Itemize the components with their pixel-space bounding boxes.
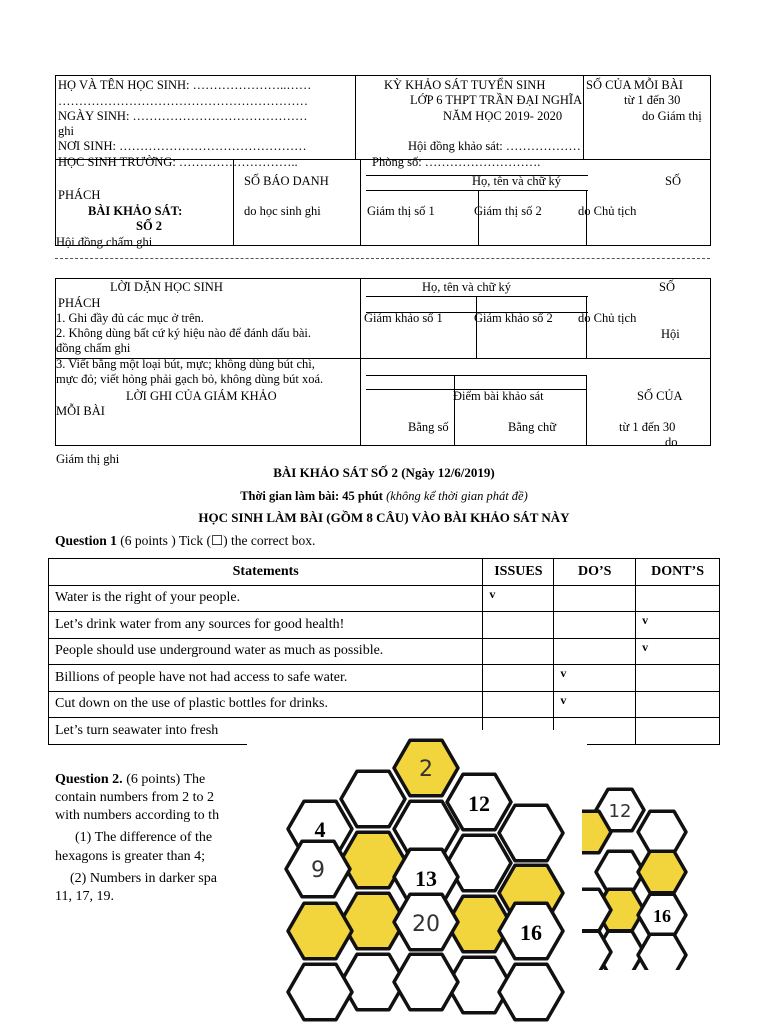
- exam-time-bold: Thời gian làm bài: 45 phút: [240, 489, 383, 503]
- donts-checkbox[interactable]: v: [636, 638, 720, 665]
- table-header-row: [49, 559, 720, 586]
- lower-divider-1: [360, 278, 361, 446]
- hexagon-cell-side: [638, 811, 686, 853]
- dob-field: NGÀY SINH: ……………………………………: [58, 109, 308, 123]
- rule-2: 2. Không dùng bất cứ ký hiệu nào để đánh dấu bài.: [56, 326, 311, 340]
- lower-sig-line: [366, 296, 588, 297]
- diem-bai: Điểm bài khảo sát: [453, 389, 544, 403]
- phach-label-2: PHÁCH: [58, 296, 101, 310]
- school-field: HỌC SINH TRƯỜNG: ………………………..: [58, 155, 298, 169]
- giam-thi-2: Giám thị số 2: [474, 204, 542, 218]
- statement-cell: Let’s drink water from any sources for good health!: [49, 612, 483, 639]
- table-row: [49, 691, 720, 718]
- donts-checkbox[interactable]: [636, 718, 720, 745]
- dos-checkbox[interactable]: [554, 612, 636, 639]
- statement-cell: Cut down on the use of plastic bottles for drinks.: [49, 691, 483, 718]
- hexagon-cell: [288, 964, 352, 1019]
- cut-line: [55, 258, 710, 259]
- question1-text: (6 points ) Tick (☐) the correct box.: [120, 533, 316, 548]
- bang-chu: Bằng chữ: [508, 420, 557, 434]
- exam-title-2: LỚP 6 THPT TRẦN ĐẠI NGHĨA: [410, 93, 583, 107]
- so-2: SỐ 2: [136, 219, 163, 233]
- table-row: [49, 665, 720, 692]
- lower-do: do: [665, 435, 678, 449]
- issues-checkbox[interactable]: [483, 691, 554, 718]
- rule-3: 3. Viết bằng một loại bút, mực; không dùng bút chì,: [56, 357, 315, 371]
- question2-line3: with numbers according to th: [55, 808, 220, 823]
- student-name-field: HỌ VÀ TÊN HỌC SINH: …………………..……: [58, 78, 312, 92]
- hex-number-20: 20: [412, 912, 440, 937]
- header-statements: Statements: [49, 559, 483, 586]
- giam-thi-1: Giám thị số 1: [367, 204, 435, 218]
- hexagon-cell-side: [638, 934, 686, 970]
- donts-checkbox[interactable]: [636, 691, 720, 718]
- statement-cell: Water is the right of your people.: [49, 585, 483, 612]
- hex-number-9: 9: [311, 858, 325, 883]
- student-name-dots: ……………………………………………………: [58, 94, 308, 108]
- header-divider-3: [233, 159, 234, 246]
- hexagon-cell: [499, 805, 563, 860]
- question2-line1: [55, 772, 205, 788]
- issues-checkbox[interactable]: [483, 638, 554, 665]
- exam-title: BÀI KHẢO SÁT SỐ 2 (Ngày 12/6/2019): [273, 465, 495, 480]
- ho-ten-chu-ky: Họ, tên và chữ ký: [472, 174, 562, 188]
- hexagon-cell: [499, 964, 563, 1019]
- question2-line5: hexagons is greater than 4;: [55, 849, 206, 864]
- dos-checkbox[interactable]: [554, 638, 636, 665]
- question2-label: Question 2.: [55, 772, 123, 787]
- table-row: [49, 612, 720, 639]
- exam-title-1: KỲ KHẢO SÁT TUYỂN SINH: [384, 78, 546, 92]
- dos-checkbox[interactable]: v: [554, 665, 636, 692]
- question2-line1-rest: (6 points) The: [126, 772, 206, 787]
- lower-tu-1-den-30: từ 1 đến 30: [619, 420, 676, 434]
- statement-cell: Let’s turn seawater into fresh: [49, 718, 483, 745]
- issues-checkbox[interactable]: [483, 665, 554, 692]
- table-row: [49, 638, 720, 665]
- giam-thi-ghi: Giám thị ghi: [56, 452, 120, 466]
- lower-so: SỐ: [659, 280, 675, 294]
- header-sig-line-2: [366, 190, 588, 191]
- hex-number-12: 12: [468, 791, 490, 816]
- do-chu-tich: do Chủ tịch: [578, 204, 637, 218]
- statement-cell: People should use underground water as much as possible.: [49, 638, 483, 665]
- question1-prompt: [55, 533, 315, 549]
- pob-field: NƠI SINH: ………………………………………: [58, 139, 307, 153]
- issues-checkbox[interactable]: v: [483, 585, 554, 612]
- hexagon-cell-side: [638, 851, 686, 893]
- question2-line2: contain numbers from 2 to 2: [55, 790, 215, 805]
- header-donts: DONT’S: [636, 559, 720, 586]
- dos-checkbox[interactable]: [554, 585, 636, 612]
- hoi-label: Hội: [661, 327, 680, 341]
- giam-khao-1: Giám khảo số 1: [364, 311, 443, 325]
- exam-year: NĂM HỌC 2019- 2020: [443, 109, 563, 123]
- question2-line6: (2) Numbers in darker spa: [70, 871, 217, 886]
- so-bao-danh: SỐ BÁO DANH: [244, 174, 329, 188]
- question2-line4: (1) The difference of the: [75, 830, 213, 845]
- donts-checkbox[interactable]: v: [636, 612, 720, 639]
- issues-checkbox[interactable]: [483, 612, 554, 639]
- question1-label: Question 1: [55, 533, 117, 548]
- exam-instruction: HỌC SINH LÀM BÀI (GỒM 8 CÂU) VÀO BÀI KHẢO SÁT NÀY: [198, 510, 570, 525]
- side-number-12: 12: [608, 801, 632, 822]
- so-cua: SỐ CỦA: [637, 389, 683, 403]
- giam-khao-2: Giám khảo số 2: [474, 311, 553, 325]
- room-field: Phòng số: ……………………….: [372, 155, 541, 169]
- question1-table: [48, 558, 720, 745]
- exam-time: [0, 489, 768, 503]
- dos-checkbox[interactable]: v: [554, 691, 636, 718]
- council-field: Hội đồng khảo sát: ………………: [408, 139, 581, 153]
- question2-line7: 11, 17, 19.: [55, 889, 114, 904]
- loi-dan-hoc-sinh: LỜI DẶN HỌC SINH: [110, 280, 223, 294]
- header-issues: ISSUES: [483, 559, 554, 586]
- lower-ho-ten: Họ, tên và chữ ký: [422, 280, 512, 294]
- header-dos: DO’S: [554, 559, 636, 586]
- bang-so: Bằng số: [408, 420, 449, 434]
- hex-number-2: 2: [419, 757, 433, 782]
- do-giam-thi: do Giám thị: [642, 109, 702, 123]
- header-divider-4: [360, 159, 361, 246]
- hexagon-cell: [341, 771, 405, 826]
- lower-divider-3: [586, 296, 587, 358]
- hex-grid-side: [582, 789, 686, 970]
- hexagon-cell: [394, 954, 458, 1009]
- rule-3b: mực đỏ; viết hỏng phải gạch bỏ, không dùng bút xoá.: [56, 372, 324, 386]
- rule-1: 1. Ghi đầy đủ các mục ở trên.: [56, 311, 204, 325]
- loi-ghi-giam-khao: LỜI GHI CỦA GIÁM KHẢO: [126, 389, 277, 403]
- rule-2b: đồng chấm ghi: [56, 341, 131, 355]
- hex-number-16: 16: [520, 920, 542, 945]
- ghi-text: ghi: [58, 124, 74, 138]
- honeycomb-side: [582, 770, 722, 970]
- hoi-dong-cham-ghi: Hội đồng chấm ghi: [56, 235, 153, 249]
- hexagon-cell: [288, 903, 352, 958]
- hex-number-13: 13: [415, 866, 437, 891]
- lower-divider-4: [454, 375, 455, 446]
- bai-khao-sat: BÀI KHẢO SÁT:: [88, 204, 183, 218]
- hex-number-4: 4: [314, 817, 326, 842]
- honeycomb-puzzle: [247, 730, 587, 1024]
- lower-divider-2: [476, 296, 477, 358]
- header-divider-2: [583, 75, 584, 159]
- so-label: SỐ: [665, 174, 681, 188]
- tu-1-den-30: từ 1 đến 30: [624, 93, 681, 107]
- statement-cell: Billions of people have not had access to safe water.: [49, 665, 483, 692]
- lower-do-chu-tich: do Chủ tịch: [578, 311, 637, 325]
- moi-bai: MỖI BÀI: [56, 404, 105, 418]
- donts-checkbox[interactable]: [636, 665, 720, 692]
- lower-score-line: [366, 375, 586, 376]
- exam-time-note: (không kể thời gian phát đề): [386, 489, 528, 503]
- header-divider-1: [355, 75, 356, 159]
- donts-checkbox[interactable]: [636, 585, 720, 612]
- phach-label: PHÁCH: [58, 188, 101, 202]
- do-hoc-sinh-ghi: do học sinh ghi: [244, 204, 321, 218]
- lower-divider-5: [586, 375, 587, 446]
- so-cua-moi-bai: SỐ CỦA MỖI BÀI: [586, 78, 683, 92]
- side-number-16: 16: [653, 906, 671, 926]
- table-row: [49, 585, 720, 612]
